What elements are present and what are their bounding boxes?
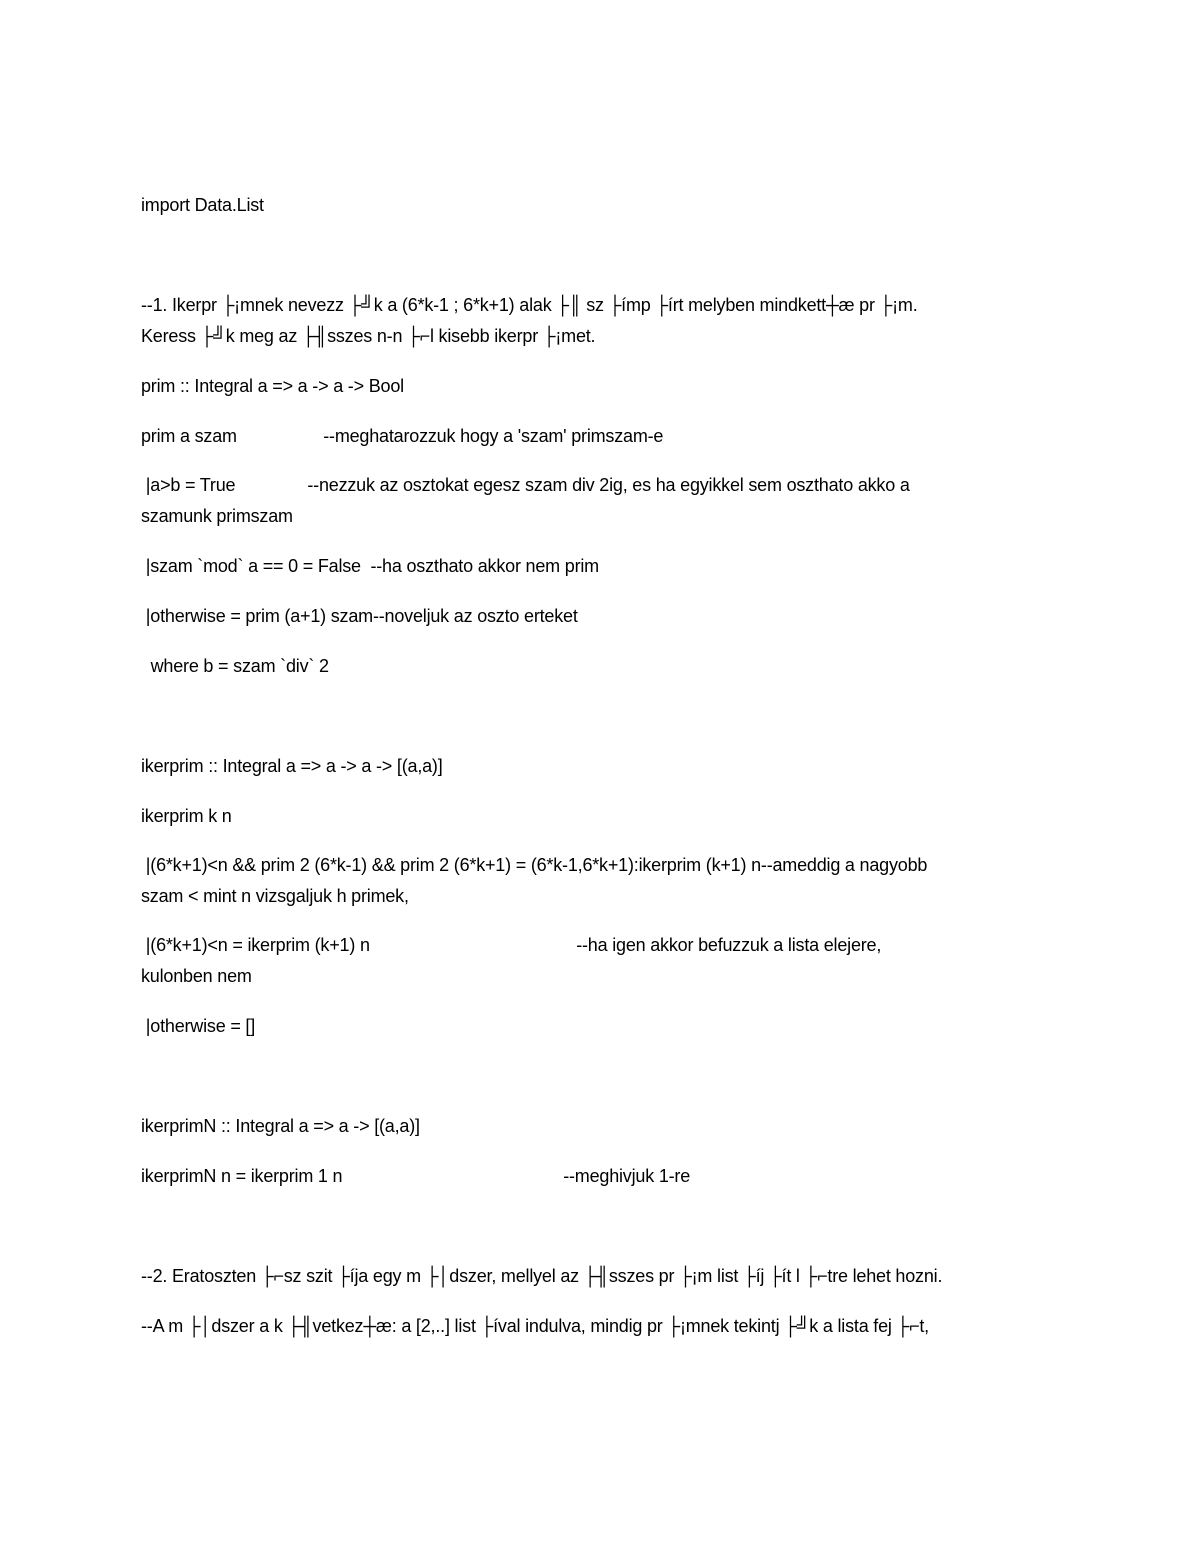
code-ikerprim-guard-3: |otherwise = []: [141, 1016, 256, 1036]
code-ikerprimN-signature: ikerprimN :: Integral a => a -> [(a,a)]: [141, 1116, 420, 1136]
code-prim-guard-2: |szam `mod` a == 0 = False --ha oszthato akkor nem prim: [141, 556, 599, 576]
code-prim-guard-1-cont: szamunk primszam: [141, 506, 293, 526]
code-ikerprim-guard-1: |(6*k+1)<n && prim 2 (6*k-1) && prim 2 (6*k+1) = (6*k-1,6*k+1):ikerprim (k+1) n--ameddig a nagyobb: [141, 855, 928, 875]
code-ikerprim-guard-2: |(6*k+1)<n = ikerprim (k+1) n --ha igen akkor befuzzuk a lista elejere,: [141, 935, 882, 955]
comment-task2-line1: --2. Eratoszten ├⌐sz szit ├íja egy m ├│dszer, mellyel az ├╢sszes pr ├¡m list ├íj ├ít l ├⌐tre lehet hozni.: [141, 1266, 943, 1286]
code-ikerprim-guard-1-cont: szam < mint n vizsgaljuk h primek,: [141, 886, 409, 906]
code-prim-signature: prim :: Integral a => a -> a -> Bool: [141, 376, 404, 396]
comment-task2-line2: --A m ├│dszer a k ├╢vetkez┼æ: a [2,..] list ├íval indulva, mindig pr ├¡mnek tekintj ├╝k a lista fej ├⌐t,: [141, 1316, 929, 1336]
code-prim-definition: prim a szam --meghatarozzuk hogy a 'szam' primszam-e: [141, 426, 664, 446]
comment-task1-line1: --1. Ikerpr ├¡mnek nevezz ├╝k a (6*k-1 ; 6*k+1) alak ├║ sz ├ímp ├írt melyben mindkett┼æ pr ├¡m.: [141, 295, 918, 315]
code-import-line: import Data.List: [141, 195, 264, 215]
code-ikerprimN-definition: ikerprimN n = ikerprim 1 n --meghivjuk 1-re: [141, 1166, 691, 1186]
code-prim-where: where b = szam `div` 2: [141, 656, 329, 676]
code-prim-guard-1: |a>b = True --nezzuk az osztokat egesz szam div 2ig, es ha egyikkel sem oszthato akko a: [141, 475, 910, 495]
code-ikerprim-signature: ikerprim :: Integral a => a -> a -> [(a,a)]: [141, 756, 443, 776]
code-prim-guard-3: |otherwise = prim (a+1) szam--noveljuk az oszto erteket: [141, 606, 578, 626]
comment-task1-line2: Keress ├╝k meg az ├╢sszes n-n ├⌐l kisebb ikerpr ├¡met.: [141, 326, 596, 346]
code-ikerprim-guard-2-cont: kulonben nem: [141, 966, 252, 986]
code-ikerprim-definition: ikerprim k n: [141, 806, 232, 826]
